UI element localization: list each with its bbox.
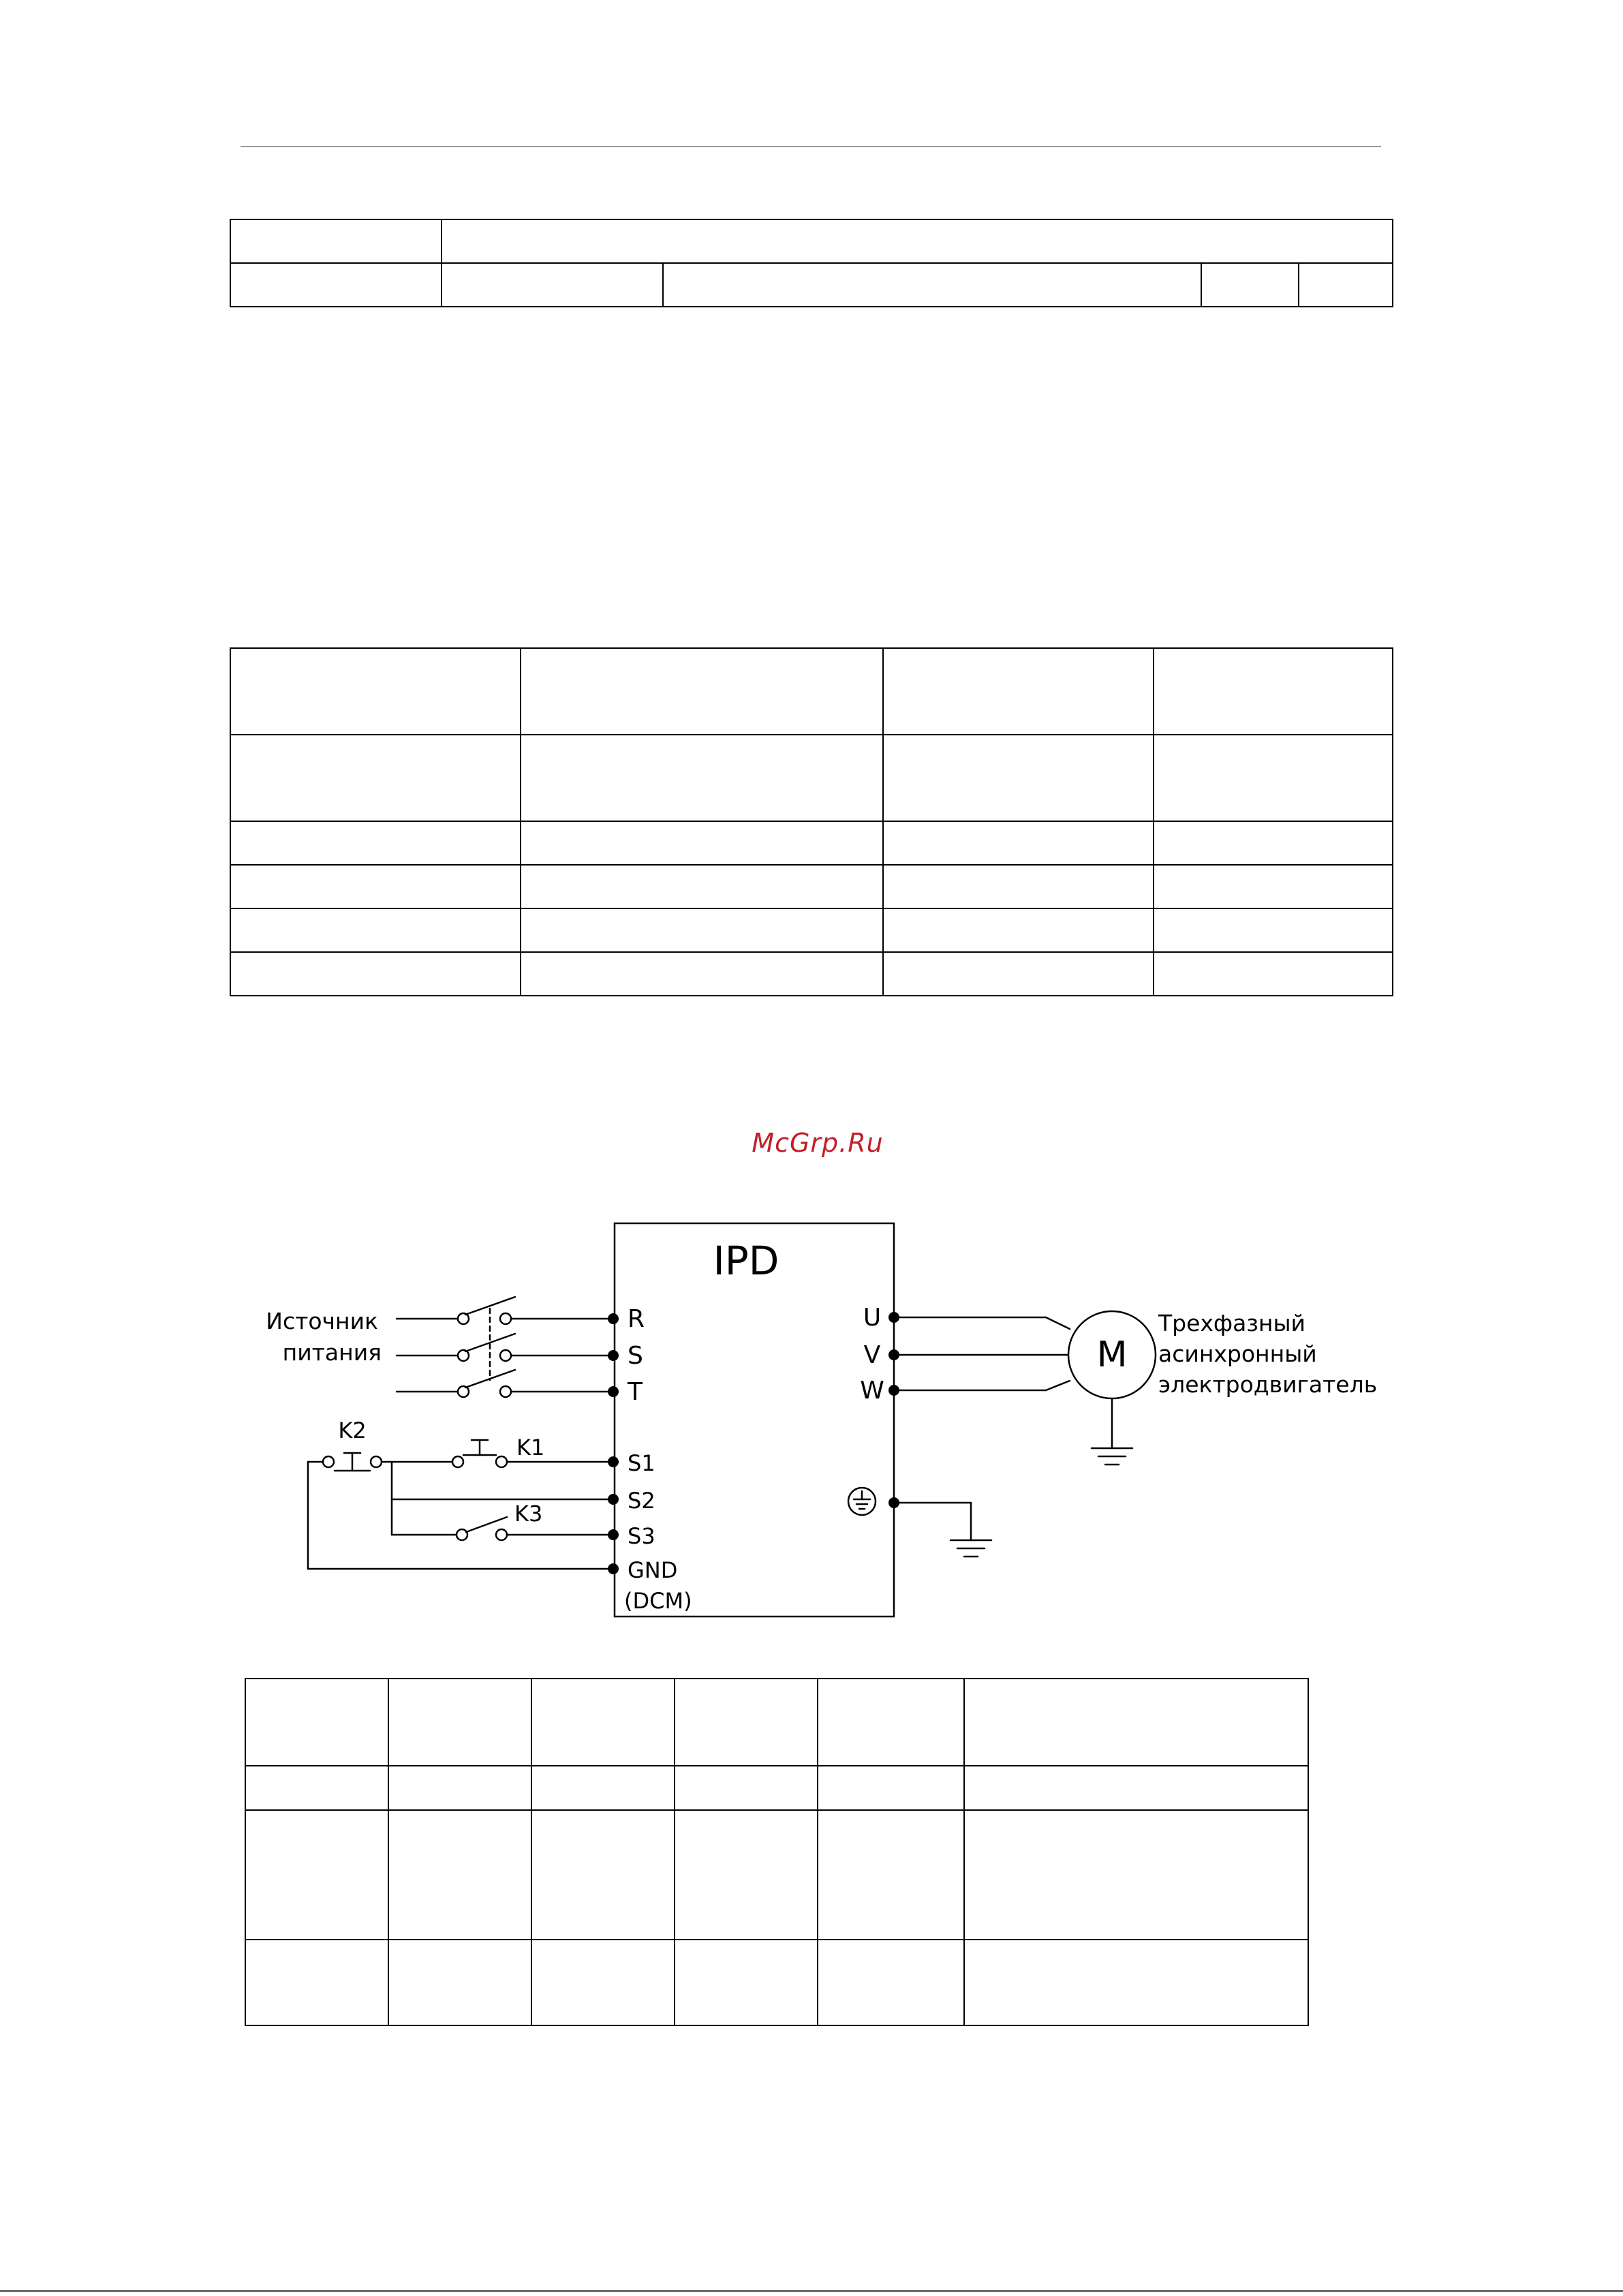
table-cell [531,1679,675,1766]
table-row [230,735,1393,821]
contact-terminal [323,1456,334,1467]
table-cell [883,735,1154,821]
table-cell [675,1940,818,2025]
table-cell [1154,952,1393,996]
terminal-label-dcm: (DCM) [624,1588,692,1614]
table-row [230,908,1393,952]
terminal-label-w: W [860,1377,884,1405]
table-cell [245,1679,388,1766]
watermark: McGrp.Ru [752,1128,884,1158]
table-cell [531,1810,675,1940]
contact-terminal [371,1456,382,1467]
table-cell [1154,821,1393,865]
table-row [245,1940,1308,2025]
terminal-label-s1: S1 [628,1450,655,1476]
table-cell [883,952,1154,996]
table-cell [818,1679,964,1766]
terminal-label-u: U [863,1304,882,1332]
table-cell [230,952,521,996]
contact-terminal [457,1529,467,1540]
terminal-label-v: V [863,1341,881,1369]
table-cell [245,1810,388,1940]
table-cell [1154,648,1393,735]
table-cell [1201,263,1299,307]
terminal-label-s: S [628,1342,643,1370]
table-cell [675,1679,818,1766]
table-cell [388,1940,531,2025]
wiring-table [245,1678,1309,2026]
table-row [245,1679,1308,1766]
table-cell [883,821,1154,865]
motor-label: Трехфазный [1158,1310,1305,1336]
table-cell [883,648,1154,735]
table-cell [245,1766,388,1810]
contact-terminal [496,1456,507,1467]
table-cell [883,865,1154,908]
table-cell [442,263,663,307]
terminal-dot [608,1350,619,1361]
motor-symbol: M [1096,1334,1128,1375]
terminal-label-s2: S2 [628,1488,655,1514]
terminal-dot [608,1386,619,1397]
table-cell [521,735,883,821]
header-rule [241,146,1381,147]
table-cell [964,1940,1308,2025]
table-cell [230,219,442,263]
contact-terminal [452,1456,463,1467]
motor-label: асинхронный [1158,1341,1317,1367]
motor-wire [1046,1381,1070,1390]
table-cell [230,263,442,307]
table-cell [442,219,1393,263]
table-cell [675,1766,818,1810]
table-cell [388,1679,531,1766]
table-cell [521,821,883,865]
motor-label: электродвигатель [1158,1371,1378,1398]
table-cell [531,1940,675,2025]
table-cell [230,821,521,865]
table-cell [1154,908,1393,952]
table-cell [818,1940,964,2025]
table-row [230,821,1393,865]
table-cell [245,1940,388,2025]
table-cell [230,735,521,821]
terminal-label-gnd: GND [628,1557,678,1583]
terminal-label-t: T [628,1378,643,1406]
table-cell [818,1766,964,1810]
footer-rule [0,2290,1623,2292]
table-cell [521,648,883,735]
table-cell [1299,263,1393,307]
switch-label-k1: K1 [516,1435,545,1460]
table-cell [964,1766,1308,1810]
table-row [230,952,1393,996]
header-table [230,219,1393,307]
table-cell [230,908,521,952]
table-row [245,1766,1308,1810]
table-row [230,648,1393,735]
table-cell [1154,735,1393,821]
contact-terminal [500,1386,511,1397]
switch-label-k3: K3 [514,1501,543,1527]
terminal-label-r: R [628,1305,645,1333]
table-cell [964,1679,1308,1766]
contact-terminal [500,1350,511,1361]
parameter-table [230,647,1393,996]
switch-label-k2: K2 [338,1418,367,1443]
contact-terminal [500,1313,511,1324]
wiring-diagram [252,1206,1383,1622]
terminal-label-s3: S3 [628,1523,655,1549]
terminal-dot [608,1313,619,1324]
table-cell [230,865,521,908]
table-cell [521,865,883,908]
table-cell [388,1766,531,1810]
motor-wire [1046,1317,1070,1329]
table-row [245,1810,1308,1940]
table-cell [1154,865,1393,908]
table-row [230,865,1393,908]
table-cell [521,952,883,996]
contact-terminal [496,1529,507,1540]
power-source-label: питания [282,1339,382,1366]
table-cell [531,1766,675,1810]
table-cell [663,263,1201,307]
table-cell [521,908,883,952]
table-cell [818,1810,964,1940]
table-cell [230,648,521,735]
power-source-label: Источник [266,1308,378,1334]
table-cell [675,1810,818,1940]
table-cell [388,1810,531,1940]
table-cell [883,908,1154,952]
table-cell [964,1810,1308,1940]
ipd-title: IPD [713,1238,779,1284]
